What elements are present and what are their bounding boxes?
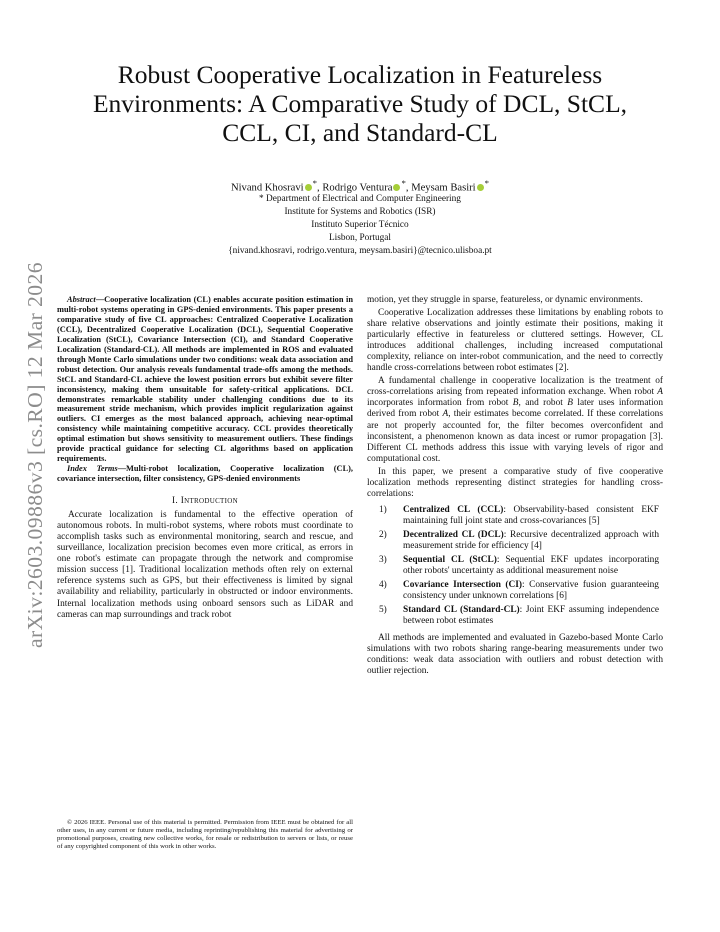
section-heading-introduction: I. Introduction	[172, 496, 238, 507]
affiliation-institute: Institute for Systems and Robotics (ISR)	[284, 207, 436, 218]
orcid-icon[interactable]	[393, 184, 400, 191]
left-column	[57, 295, 353, 851]
method-name: Centralized CL (CCL)	[403, 504, 504, 515]
list-item	[367, 555, 663, 577]
author-emails: {nivand.khosravi, rodrigo.ventura, meysam.basiri}@tecnico.ulisboa.pt	[228, 246, 492, 257]
intro-paragraph-5: All methods are implemented and evaluated in Gazebo-based Monte Carlo simulations with two robots sharing range-bearing measurements under two conditions: weak data association with outliers and robust detection with outlier rejection.	[367, 633, 663, 677]
list-number: 2)	[379, 529, 387, 540]
author-list	[100, 177, 620, 195]
affiliation-block	[100, 193, 620, 258]
right-column	[367, 295, 663, 678]
author-mark: *	[312, 178, 318, 188]
paper-title	[40, 60, 680, 147]
affiliation-school: Instituto Superior Técnico	[311, 220, 409, 231]
list-number: 5)	[379, 605, 387, 616]
robot-symbol: A	[657, 387, 663, 398]
method-description: : Sequential EKF updates incorporating other robots' uncertainty as additional measurement noise	[403, 555, 659, 577]
text-run: A fundamental challenge in cooperative localization is the treatment of cross-correlations arising from repeated information exchange. When robot	[367, 376, 663, 398]
copyright-notice: © 2026 IEEE. Personal use of this material is permitted. Permission from IEEE must be obtained for all other uses, in any current or future media, including reprinting/republishing this material for advertising or promotional purposes, creating new collective works, for resale or redistribution to servers or lists, or reuse of any copyrighted component of this work in other works.	[57, 819, 353, 851]
text-run: incorporates information from robot	[367, 398, 513, 409]
orcid-icon[interactable]	[305, 184, 312, 191]
text-run: later uses information derived from robot	[367, 398, 664, 420]
abstract-label: Abstract	[67, 295, 96, 304]
author-separator: ,	[317, 182, 323, 194]
intro-paragraph-2: Cooperative Localization addresses these limitations by enabling robots to share relative observations and jointly estimate their positions, making it particularly effective in featureless or cluttered settings. However, CL introduces additional challenges, including increased computational complexity, reliance on inter-robot communication, and the need to correctly handle cross-correlations between robot estimates [2].	[367, 308, 663, 374]
intro-paragraph-4: In this paper, we present a comparative study of five cooperative localization methods representing distinct strategies for handling cross-correlations:	[367, 466, 663, 499]
method-name: Covariance Intersection (CI)	[403, 580, 522, 591]
method-name: Standard CL (Standard-CL)	[403, 605, 520, 616]
index-terms	[57, 464, 353, 484]
robot-symbol: B	[512, 398, 519, 409]
robot-symbol: B	[567, 398, 573, 409]
method-description: : Recursive decentralized approach with measurement stride for efficiency [4]	[403, 529, 660, 551]
text-run: , their estimates become correlated. If these correlations are not properly accounted for, the filter becomes overconfident and inconsistent, a phenomenon known as data incest or rumor propagation [3]. Different CL methods address this issue with varying levels of rigor and computational cost.	[367, 409, 663, 464]
text-run: , and robot	[518, 398, 568, 409]
author-separator: ,	[405, 182, 412, 194]
author-name: Nivand Khosravi	[230, 182, 304, 194]
method-description: : Conservative fusion guaranteeing consistency under unknown correlations [6]	[403, 580, 659, 602]
index-terms-text: —Multi-robot localization, Cooperative localization (CL), covariance intersection, filter consistency, GPS-denied environments	[57, 464, 353, 484]
intro-paragraph-1: Accurate localization is fundamental to the effective operation of autonomous robots. In multi-robot systems, where robots must coordinate to accomplish tasks such as environmental monitoring, search and rescue, and surveillance, localization precision becomes even more critical, as errors in one robot's estimate can propagate through the network and compromise mission success [1]. Traditional localization methods often rely on external reference systems such as GPS, but their effectiveness is limited by signal availability and reliability, particularly in obstructed or indoor environments. Internal localization methods using onboard sensors such as LiDAR and cameras can map surroundings and track robot	[57, 510, 353, 620]
affiliation-city: Lisbon, Portugal	[329, 233, 391, 244]
list-number: 4)	[379, 580, 387, 591]
list-item	[367, 605, 663, 627]
intro-paragraph-continued: motion, yet they struggle in sparse, featureless, or dynamic environments.	[367, 295, 643, 305]
robot-symbol: A	[442, 409, 449, 420]
title-line-3: CCL, CI, and Standard-CL	[222, 118, 498, 147]
author-mark: *	[401, 178, 406, 188]
intro-paragraph-3	[367, 376, 663, 464]
index-terms-label: Index Terms	[67, 464, 118, 474]
author-mark: *	[484, 178, 490, 188]
method-description: : Joint EKF assuming independence between robot estimates	[403, 605, 659, 627]
list-number: 3)	[379, 555, 387, 566]
abstract-text: —Cooperative localization (CL) enables accurate position estimation in multi-robot systems operating in GPS-denied environments. This paper presents a comparative study of five CL approaches: Centralized Cooperative Localization (CCL), Decentralized Cooperative Localization (DCL), Sequential Cooperative Localization (StCL), Covariance Intersection (CI), and Standard Cooperative Localization (Standard-CL). All methods are implemented in ROS and evaluated through Monte Carlo simulations under two conditions: weak data association and robust detection. Our analysis reveals fundamental trade-offs among the methods. StCL and Standard-CL achieve the lowest position errors but exhibit severe filter inconsistency, making them unsuitable for safety-critical applications. DCL demonstrates remarkable stability under challenging conditions due to its measurement stride mechanism, which provides implicit regularization against outliers. CI emerges as the most balanced approach, achieving near-optimal consistency while maintaining competitive accuracy. CCL provides theoretically optimal estimation but shows sensitivity to measurement outliers. These findings provide practical guidance for selecting CL algorithms based on application requirements.	[57, 295, 353, 464]
arxiv-identifier-text: arXiv:2603.09886v3 [cs.RO] 12 Mar 2026	[23, 273, 47, 648]
affiliation-department: * Department of Electrical and Computer Engineering	[259, 194, 461, 204]
list-item	[367, 580, 663, 602]
title-line-2: Environments: A Comparative Study of DCL, StCL,	[92, 89, 628, 118]
method-description: : Observability-based consistent EKF maintaining full joint state and cross-covariances [5]	[403, 504, 659, 526]
abstract	[57, 295, 353, 464]
author-name: Rodrigo Ventura	[322, 182, 393, 194]
methods-list	[367, 505, 663, 627]
title-line-1: Robust Cooperative Localization in Featureless	[117, 60, 603, 89]
list-item	[367, 530, 663, 552]
list-number: 1)	[379, 504, 387, 515]
orcid-icon[interactable]	[477, 184, 484, 191]
arxiv-identifier-stamp	[12, 258, 52, 648]
method-name: Sequential CL (StCL)	[403, 555, 497, 566]
list-item	[367, 505, 663, 527]
method-name: Decentralized CL (DCL)	[403, 529, 504, 540]
author-name: Meysam Basiri	[411, 182, 476, 194]
